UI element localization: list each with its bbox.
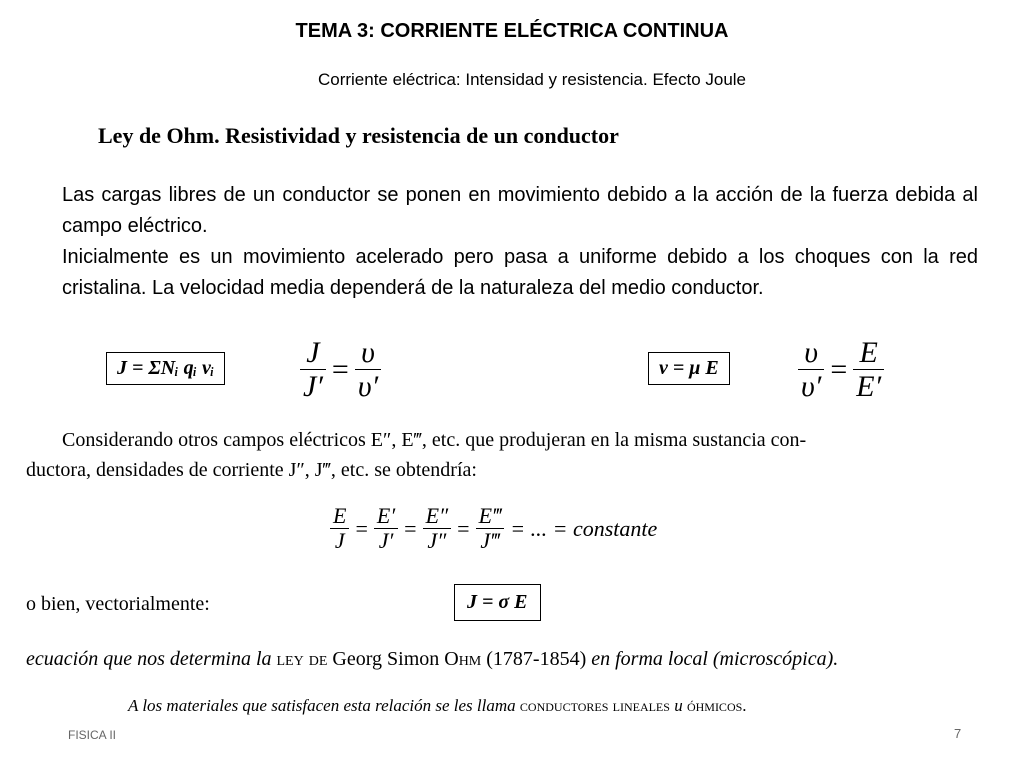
text-considerando-line1: Considerando otros campos eléctricos E″, E‴, etc. que produjeran en la misma sustancia con-: [62, 429, 807, 451]
text-o-bien: o bien, vectorialmente:: [26, 593, 210, 615]
footer-course: FISICA II: [68, 728, 117, 742]
fraction-v2: $\frac{\upsilon}{\upsilon'}$: [798, 336, 824, 403]
paragraph-movimiento: Inicialmente es un movimiento acelerado pero pasa a uniforme debido a los choques con la red cristalina. La velocidad media dependerá de la naturaleza del medio conductor.: [62, 246, 978, 299]
fraction-v: $\frac{\upsilon}{\upsilon'}$: [355, 336, 381, 403]
fraction-j: $\frac{J}{J'}$: [300, 336, 326, 403]
text-considerando-line2: ductora, densidades de corriente J″, J‴, etc. se obtendría:: [26, 459, 477, 481]
section-heading: Ley de Ohm. Resistividad y resistencia de un conductor: [98, 123, 619, 148]
text-materiales-ohmicos: A los materiales que satisfacen esta relación se les llama conductores lineales u óhmicos.: [128, 696, 747, 715]
page-number: 7: [954, 726, 962, 741]
slide-subtitle: Corriente eléctrica: Intensidad y resistencia. Efecto Joule: [317, 70, 747, 89]
paragraph-cargas-libres: Las cargas libres de un conductor se ponen en movimiento debido a la acción de la fuerza debida al campo eléctrico.: [62, 184, 978, 237]
equation-ohm-local: J = σ E: [454, 584, 541, 621]
slide-title: TEMA 3: CORRIENTE ELÉCTRICA CONTINUA: [295, 20, 729, 42]
equation-velocity-mobility: v = μ E: [648, 352, 730, 385]
equation-ratio-j-v: $\frac{J}{J'}$ = $\frac{\upsilon}{\upsilon'}$: [300, 336, 381, 403]
equation-ratio-v-e: $\frac{\upsilon}{\upsilon'}$ = $\frac{E}{E'}$: [798, 336, 884, 403]
text-ecuacion-ley-ohm: ecuación que nos determina la ley de Georg Simon Ohm (1787-1854) en forma local (microscópica).: [26, 648, 839, 670]
equation-current-density: J = ΣNᵢ qᵢ vᵢ: [106, 352, 225, 385]
equation-constant-chain: $\frac{E}{J}$ = $\frac{E'}{J'}$ = $\frac{E''}{J''}$ = $\frac{E‴}{J‴}$ = ... = constante: [330, 504, 657, 553]
fraction-e: $\frac{E}{E'}$: [853, 336, 884, 403]
